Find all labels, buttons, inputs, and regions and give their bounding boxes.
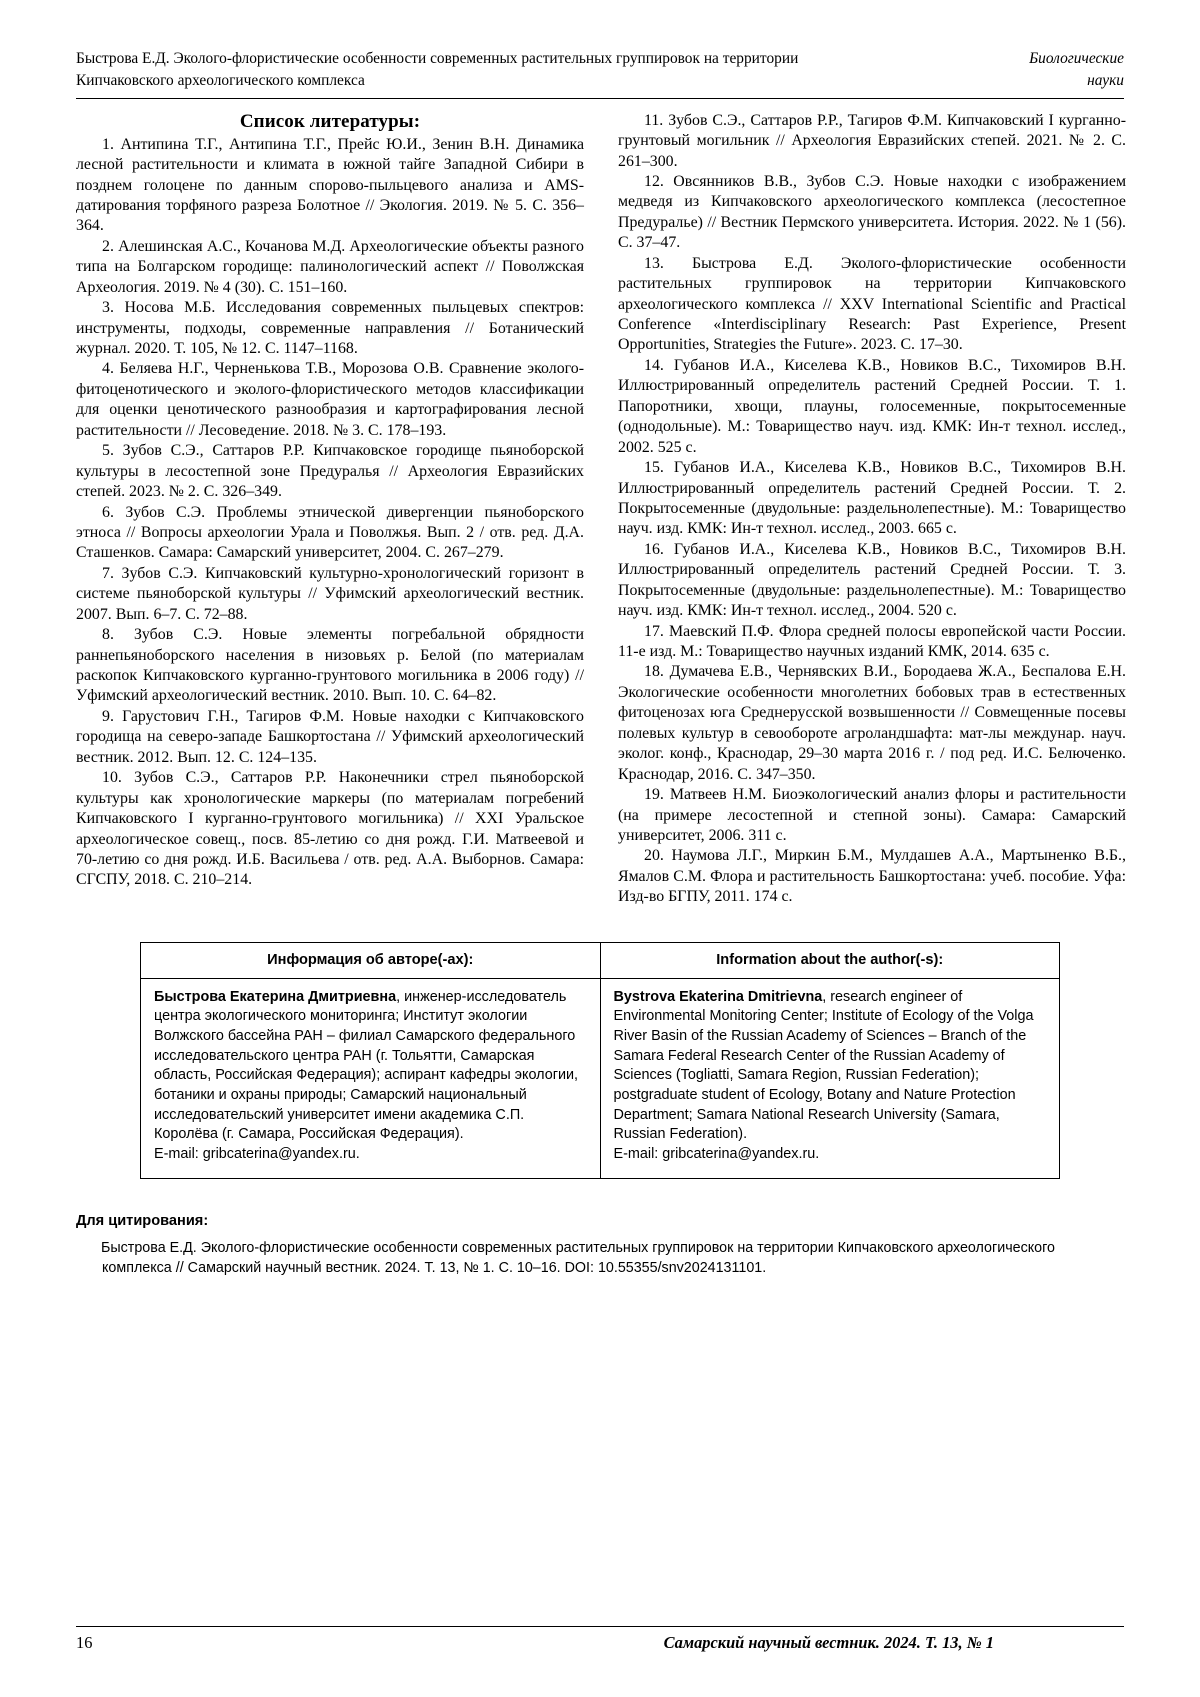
author-info-cell-en xyxy=(600,978,1060,1178)
reference-item: 17. Маевский П.Ф. Флора средней полосы европейской части России. 11-е изд. М.: Товарищество научных изданий КМК, 2014. 635 с. xyxy=(618,622,1126,661)
page-footer xyxy=(76,1626,1124,1653)
author-affiliation-en: , research engineer of Environmental Monitoring Center; Institute of Ecology of the Volga River Basin of the Russian Academy of Sciences – Branch of the Samara Federal Research Center of the Russian Academy of Sciences (Togliatti, Samara Region, Russian Federation); postgraduate student of Ecology, Botany and Nature Protection Department; Samara National Research University (Samara, Russian Federation). xyxy=(613,988,1034,1143)
column-left xyxy=(76,111,584,908)
reference-item: 16. Губанов И.А., Киселева К.В., Новиков В.С., Тихомиров В.Н. Иллюстрированный определитель растений Средней России. Т. 3. Покрытосеменные (двудольные: раздельнолепестные). М.: Товарищество науч. изд. КМК: Ин-т технол. исслед., 2004. 520 с. xyxy=(618,540,1126,620)
reference-item: 11. Зубов С.Э., Саттаров Р.Р., Тагиров Ф.М. Кипчаковский I курганно-грунтовый могильник // Археология Евразийских степей. 2021. № 2. С. 261–300. xyxy=(618,111,1126,170)
reference-item: 4. Беляева Н.Г., Черненькова Т.В., Морозова О.В. Сравнение эколого-фитоценотического и эколого-флористического методов классификации для оценки ценотического разнообразия и картографирования лесной растительности // Лесоведение. 2018. № 3. С. 178–193. xyxy=(76,360,584,439)
running-head xyxy=(76,48,1124,99)
reference-item: 7. Зубов С.Э. Кипчаковский культурно-хронологический горизонт в системе пьяноборской культуры // Уфимский археологический вестник. 2007. Вып. 6–7. С. 72–88. xyxy=(76,564,584,623)
reference-item: 14. Губанов И.А., Киселева К.В., Новиков В.С., Тихомиров В.Н. Иллюстрированный определитель растений Средней России. Т. 1. Папоротники, хвощи, плауны, голосеменные, покрытосеменные (однодольные). М.: Товарищество науч. изд. КМК: Ин-т технол. исслед., 2002. 525 с. xyxy=(618,356,1126,456)
running-head-right: Биологические науки xyxy=(1029,50,1124,90)
email-label-ru: E-mail: xyxy=(154,1145,199,1162)
reference-item: 19. Матвеев Н.М. Биоэкологический анализ флоры и растительности (на примере лесостепной и степной зоны). Самара: Самарский университет, 2006. 311 с. xyxy=(618,786,1126,844)
page-title: Список литературы: xyxy=(239,110,421,132)
reference-item: 13. Быстрова Е.Д. Эколого-флористические особенности растительных группировок на территории Кипчаковского археологического комплекса // XXV International Scientific and Practical Conference «Interdisciplinary Research: Past Experience, Present Opportunities, Strategies the Future». 2023. С. 17–30. xyxy=(618,254,1126,354)
author-email-en[interactable]: gribcaterina@yandex.ru. xyxy=(662,1145,820,1162)
table-row xyxy=(141,942,1060,978)
reference-item: 8. Зубов С.Э. Новые элементы погребальной обрядности раннепьяноборского населения в низовьях р. Белой (по материалам раскопок Кипчаковского курганно-грунтового могильника в 2006 году) // Уфимский археологический вестник. 2010. Вып. 10. С. 64–82. xyxy=(76,626,584,705)
reference-item: 5. Зубов С.Э., Саттаров Р.Р. Кипчаковское городище пьяноборской культуры в лесостепной зоне Предуралья // Археология Евразийских степей. 2023. № 2. С. 326–349. xyxy=(76,442,584,501)
page-number: 16 xyxy=(76,1633,93,1652)
reference-item: 12. Овсянников В.В., Зубов С.Э. Новые находки с изображением медведя из Кипчаковского археологического комплекса (лесостепное Предуралье) // Вестник Пермского университета. История. 2022. № 1 (56). С. 37–47. xyxy=(618,172,1126,252)
reference-item: 6. Зубов С.Э. Проблемы этнической дивергенции пьяноборского этноса // Вопросы археологии Урала и Поволжья. Вып. 2 / отв. ред. Д.А. Сташенков. Самара: Самарский университет, 2004. С. 267–279. xyxy=(76,503,584,562)
author-info-table xyxy=(140,942,1060,1179)
reference-item: 1. Антипина Т.Г., Антипина Т.Г., Прейс Ю.И., Зенин В.Н. Динамика лесной растительности и климата в южной тайге Западной Сибири в позднем голоцене по данным спорово-пыльцевого анализа и AMS-датирования торфяного разреза Болотное // Экология. 2019. № 5. С. 356–364. xyxy=(76,135,584,235)
table-row xyxy=(141,978,1060,1178)
author-email-ru[interactable]: gribcaterina@yandex.ru. xyxy=(202,1145,360,1162)
author-info-header-ru: Информация об авторе(-ах): xyxy=(141,942,601,978)
column-right xyxy=(618,111,1126,908)
reference-item: 20. Наумова Л.Г., Миркин Б.М., Мулдашев А.А., Мартыненко В.Б., Ямалов С.М. Флора и растительность Башкортостана: учеб. пособие. Уфа: Изд-во БГПУ, 2011. 174 с. xyxy=(618,847,1126,906)
citation-title: Для цитирования: xyxy=(76,1212,209,1229)
citation-block xyxy=(76,1213,1124,1279)
reference-item: 18. Думачева Е.В., Чернявских В.И., Бородаева Ж.А., Беспалова Е.Н. Экологические особенности многолетних бобовых трав в естественных фитоценозах юга Среднерусской возвышенности // Совмещенные посевы полевых культур в севообороте агроландшафта: мат-лы междунар. науч. эколог. конф., Краснодар, 29–30 марта 2016 г. / под ред. И.С. Белюченко. Краснодар, 2016. С. 347–350. xyxy=(618,663,1126,783)
reference-item: 10. Зубов С.Э., Саттаров Р.Р. Наконечники стрел пьяноборской культуры как хронологические маркеры (по материалам погребений Кипчаковского I курганно-грунтового могильника) // XXI Уральское археологическое совещ., посв. 85-летию со дня рожд. Г.И. Матвеевой и 70-летию со дня рожд. И.Б. Васильева / отв. ред. А.А. Выборнов. Самара: СГСПУ, 2018. С. 210–214. xyxy=(76,769,584,889)
reference-item: 2. Алешинская А.С., Кочанова М.Д. Археологические объекты разного типа на Болгарском городище: палинологический аспект // Поволжская Археология. 2019. № 4 (30). С. 151–160. xyxy=(76,237,584,296)
author-info-cell-ru xyxy=(141,978,601,1178)
reference-item: 9. Гарустович Г.Н., Тагиров Ф.М. Новые находки с Кипчаковского городища на северо-западе Башкортостана // Уфимский археологический вестник. 2012. Вып. 12. С. 124–135. xyxy=(76,707,584,766)
author-affiliation-ru: , инженер-исследователь центра экологического мониторинга; Институт экологии Волжского бассейна РАН – филиал Самарского федерального исследовательского центра РАН (г. Тольятти, Самарская область, Российская Федерация); аспирант кафедры экологии, ботаники и охраны природы; Самарский национальный исследовательский университет имени академика С.П. Королёва (г. Самара, Российская Федерация). xyxy=(154,988,579,1143)
footer-journal-title: Самарский научный вестник. 2024. Т. 13, № 1 xyxy=(663,1633,994,1652)
author-name-ru: Быстрова Екатерина Дмитриевна xyxy=(154,988,397,1005)
reference-item: 15. Губанов И.А., Киселева К.В., Новиков В.С., Тихомиров В.Н. Иллюстрированный определитель растений Средней России. Т. 2. Покрытосеменные (двудольные: раздельнолепестные). М.: Товарищество науч. изд. КМК: Ин-т технол. исслед., 2003. 665 с. xyxy=(618,459,1126,538)
author-name-en: Bystrova Ekaterina Dmitrievna xyxy=(613,988,823,1005)
author-info-header-en: Information about the author(-s): xyxy=(600,942,1060,978)
citation-text: Быстрова Е.Д. Эколого-флористические особенности современных растительных группировок на территории Кипчаковского археологического комплекса // Самарский научный вестник. 2024. Т. 13, № 1. С. 10–16. DOI: 10.55355/snv2024131101. xyxy=(101,1239,1055,1277)
body-columns xyxy=(76,111,1124,908)
reference-item: 3. Носова М.Б. Исследования современных пыльцевых спектров: инструменты, подходы, современные направления // Ботанический журнал. 2020. Т. 105, № 12. С. 1147–1168. xyxy=(76,299,584,358)
email-label-en: E-mail: xyxy=(613,1145,659,1162)
running-head-left: Быстрова Е.Д. Эколого-флористические особенности современных растительных группировок на территории Кипчаковского археологического комплекса xyxy=(76,50,799,90)
